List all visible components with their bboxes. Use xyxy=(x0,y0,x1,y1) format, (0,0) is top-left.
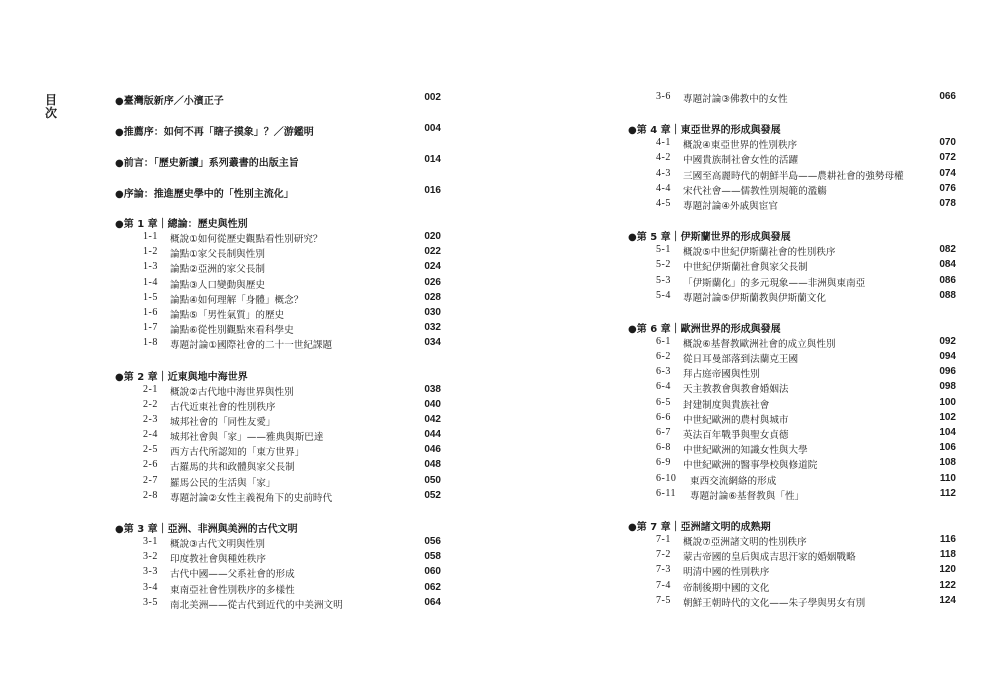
section-number: 6-3 xyxy=(656,366,671,378)
section-number: 3-3 xyxy=(143,566,158,578)
section-title: 拜占庭帝國與性別 xyxy=(683,369,760,381)
section-title: 概說①如何從歷史觀點看性別研究？ xyxy=(170,234,323,245)
section-number: 7-1 xyxy=(656,533,671,545)
section-row[interactable] xyxy=(115,535,441,550)
chapter-title: ●第 1 章｜總論：歷史與性別 xyxy=(115,219,248,230)
section-number: 6-10 xyxy=(656,472,677,484)
section-title: 從日耳曼部落到法蘭克王國 xyxy=(683,354,799,366)
section-row[interactable] xyxy=(115,565,441,580)
section-page: 106 xyxy=(939,442,956,454)
section-row[interactable] xyxy=(628,487,956,502)
section-number: 6-8 xyxy=(656,442,671,454)
section-page: 086 xyxy=(939,274,956,286)
section-page: 078 xyxy=(939,197,956,209)
section-number: 3-2 xyxy=(143,551,158,563)
section-title: 明清中國的性別秩序 xyxy=(683,567,770,579)
section-page: 062 xyxy=(424,581,441,593)
section-number: 2-1 xyxy=(143,383,158,395)
section-row[interactable] xyxy=(115,306,441,321)
section-number: 1-8 xyxy=(143,337,158,349)
section-page: 034 xyxy=(424,337,441,349)
entry-page: 002 xyxy=(424,92,441,103)
section-title: 中世紀歐洲的農村與城市 xyxy=(683,414,789,426)
section-number: 3-5 xyxy=(143,596,158,608)
section-title: 印度教社會與種姓秩序 xyxy=(170,554,266,566)
section-row[interactable] xyxy=(115,443,441,458)
chapter-heading[interactable] xyxy=(115,366,441,383)
section-number: 1-4 xyxy=(143,276,158,288)
section-title: 羅馬公民的生活與「家」 xyxy=(170,477,276,489)
section-page: 066 xyxy=(939,91,956,102)
section-row[interactable] xyxy=(628,289,956,304)
section-row[interactable] xyxy=(628,182,956,197)
section-page: 042 xyxy=(424,413,441,425)
section-page: 110 xyxy=(939,472,956,484)
section-row[interactable] xyxy=(628,365,956,380)
entry-page: 014 xyxy=(424,154,441,165)
entry-title: ●臺灣版新序／小濱正子 xyxy=(115,96,224,107)
section-row[interactable] xyxy=(628,563,956,578)
section-page: 074 xyxy=(939,167,956,179)
section-title: 古代近東社會的性別秩序 xyxy=(170,401,276,413)
section-title: 論點①家父長制與性別 xyxy=(170,249,265,261)
section-number: 6-1 xyxy=(656,335,671,347)
entry-title: ●推薦序：如何不再「瞎子摸象」？／游鑑明 xyxy=(115,127,314,138)
section-title: 論點③人口變動與歷史 xyxy=(170,279,265,291)
section-number: 5-4 xyxy=(656,289,671,301)
section-row[interactable] xyxy=(628,151,956,166)
chapter-title: ●第 2 章｜近東與地中海世界 xyxy=(115,371,248,383)
section-title: 「伊斯蘭化」的多元現象——非洲與東南亞 xyxy=(683,277,866,289)
section-number: 4-2 xyxy=(656,152,671,164)
entry-page: 004 xyxy=(424,123,441,134)
section-number: 6-9 xyxy=(656,457,671,469)
section-page: 050 xyxy=(424,474,441,486)
section-row[interactable] xyxy=(115,291,441,306)
toc-left-column xyxy=(115,90,441,611)
toc-right-column xyxy=(628,90,956,609)
section-page: 084 xyxy=(939,259,956,271)
section-number: 6-7 xyxy=(656,427,671,438)
section-row[interactable] xyxy=(628,90,956,105)
section-row[interactable] xyxy=(115,474,441,489)
chapter-heading[interactable] xyxy=(628,318,956,335)
section-page: 044 xyxy=(424,429,441,441)
section-row[interactable] xyxy=(628,579,956,594)
chapter-heading[interactable] xyxy=(115,518,441,535)
section-title: 中國貴族制社會女性的活躍 xyxy=(683,155,799,167)
section-number: 2-6 xyxy=(143,459,158,471)
section-title: 專題討論④外戚與宦官 xyxy=(683,200,778,212)
section-title: 帝制後期中國的文化 xyxy=(683,582,770,594)
section-number: 6-6 xyxy=(656,411,671,423)
section-number: 4-5 xyxy=(656,197,671,209)
section-row[interactable] xyxy=(115,581,441,596)
toc-entry[interactable] xyxy=(115,152,441,168)
section-number: 2-7 xyxy=(143,474,158,486)
section-title: 城邦社會與「家」——雅典與斯巴達 xyxy=(170,432,324,444)
toc-entry[interactable] xyxy=(115,183,441,199)
section-page: 032 xyxy=(424,322,441,334)
section-number: 2-2 xyxy=(143,398,158,410)
section-title: 西方古代所認知的「東方世界」 xyxy=(170,447,305,459)
section-title: 東西交流網絡的形成 xyxy=(690,475,777,487)
entry-title: ●前言：「歷史新讀」系列叢書的出版主旨 xyxy=(115,158,299,169)
section-page: 056 xyxy=(424,536,441,547)
section-title: 專題討論①國際社會的二十一世紀課題 xyxy=(170,340,333,352)
chapter-heading[interactable] xyxy=(628,226,956,243)
section-page: 070 xyxy=(939,137,956,149)
section-row[interactable] xyxy=(115,230,441,245)
section-page: 088 xyxy=(939,289,956,301)
section-number: 7-4 xyxy=(656,579,671,591)
section-row[interactable] xyxy=(115,596,441,611)
section-page: 098 xyxy=(939,381,956,393)
section-page: 058 xyxy=(424,551,441,563)
section-page: 096 xyxy=(939,366,956,378)
section-number: 1-6 xyxy=(143,306,158,318)
section-page: 116 xyxy=(939,533,956,545)
section-page: 048 xyxy=(424,459,441,471)
section-row[interactable] xyxy=(115,276,441,291)
section-page: 094 xyxy=(939,351,956,363)
section-page: 030 xyxy=(424,306,441,318)
section-number: 2-5 xyxy=(143,444,158,456)
section-page: 064 xyxy=(424,596,441,608)
chapter-title: ●第 6 章｜歐洲世界的形成與發展 xyxy=(628,323,781,335)
section-title: 封建制度與貴族社會 xyxy=(683,399,770,411)
section-row[interactable] xyxy=(628,441,956,456)
section-number: 6-2 xyxy=(656,351,671,363)
section-number: 3-4 xyxy=(143,581,158,593)
section-row[interactable] xyxy=(628,396,956,411)
section-row[interactable] xyxy=(115,413,441,428)
section-page: 020 xyxy=(424,231,441,242)
section-page: 112 xyxy=(939,487,956,499)
section-row[interactable] xyxy=(115,398,441,413)
chapter-heading[interactable] xyxy=(628,516,956,533)
section-number: 6-11 xyxy=(656,487,676,499)
section-page: 092 xyxy=(939,335,956,347)
section-title: 南北美洲——從古代到近代的中美洲文明 xyxy=(170,599,343,611)
section-page: 038 xyxy=(424,383,441,395)
section-row[interactable] xyxy=(115,428,441,443)
section-number: 4-3 xyxy=(656,167,671,179)
section-page: 104 xyxy=(939,427,956,438)
section-number: 2-3 xyxy=(143,413,158,425)
section-title: 中世紀歐洲的知識女性與大學 xyxy=(683,445,808,457)
toc-entry[interactable] xyxy=(115,90,441,106)
section-number: 4-1 xyxy=(656,137,671,149)
section-page: 046 xyxy=(424,444,441,456)
section-row[interactable] xyxy=(628,258,956,273)
section-title: 論點④如何理解「身體」概念？ xyxy=(170,294,304,306)
section-number: 5-2 xyxy=(656,259,671,271)
section-row[interactable] xyxy=(115,383,441,398)
section-row[interactable] xyxy=(628,274,956,289)
section-number: 1-2 xyxy=(143,246,158,258)
section-title: 英法百年戰爭與聖女貞德 xyxy=(683,430,789,441)
section-number: 7-2 xyxy=(656,549,671,561)
toc-title: 目次 xyxy=(44,93,57,120)
section-number: 4-4 xyxy=(656,182,671,194)
section-row[interactable] xyxy=(628,426,956,441)
section-row[interactable] xyxy=(628,380,956,395)
section-row[interactable] xyxy=(628,335,956,350)
section-number: 1-3 xyxy=(143,261,158,273)
section-row[interactable] xyxy=(628,197,956,212)
section-title: 概說⑦亞洲諸文明的性別秩序 xyxy=(683,536,807,548)
section-title: 論點⑤「男性氣質」的歷史 xyxy=(170,309,285,321)
section-number: 5-3 xyxy=(656,274,671,286)
section-row[interactable] xyxy=(628,456,956,471)
section-title: 概說⑤中世紀伊斯蘭社會的性別秩序 xyxy=(683,247,836,259)
toc-entry[interactable] xyxy=(115,121,441,137)
section-number: 3-1 xyxy=(143,536,158,547)
section-row[interactable] xyxy=(628,548,956,563)
section-title: 中世紀伊斯蘭社會與家父長制 xyxy=(683,262,808,274)
section-title: 古代中國——父系社會的形成 xyxy=(170,569,295,581)
section-title: 天主教教會與教會婚姻法 xyxy=(683,384,789,396)
section-number: 2-4 xyxy=(143,429,158,441)
section-title: 專題討論③佛教中的女性 xyxy=(683,94,788,105)
section-title: 概說③古代文明與性別 xyxy=(170,539,265,550)
section-row[interactable] xyxy=(628,136,956,151)
section-row[interactable] xyxy=(115,336,441,351)
section-row[interactable] xyxy=(628,167,956,182)
section-title: 三國至高麗時代的朝鮮半島——農耕社會的強勢母權 xyxy=(683,170,904,182)
section-title: 概說②古代地中海世界與性別 xyxy=(170,386,294,398)
section-title: 專題討論②女性主義視角下的史前時代 xyxy=(170,492,333,504)
section-number: 3-6 xyxy=(656,91,671,102)
section-page: 024 xyxy=(424,261,441,273)
section-title: 專題討論⑥基督教與「性」 xyxy=(690,490,805,502)
section-page: 082 xyxy=(939,244,956,256)
section-number: 7-3 xyxy=(656,564,671,576)
section-number: 1-7 xyxy=(143,322,158,334)
section-row[interactable] xyxy=(115,458,441,473)
section-number: 5-1 xyxy=(656,244,671,256)
chapter-heading[interactable] xyxy=(115,213,441,230)
section-title: 蒙古帝國的皇后與成吉思汗家的婚姻戰略 xyxy=(683,552,856,564)
section-page: 102 xyxy=(939,411,956,423)
section-page: 122 xyxy=(939,579,956,591)
section-number: 6-4 xyxy=(656,381,671,393)
section-title: 概說⑥基督教歐洲社會的成立與性別 xyxy=(683,338,836,350)
section-row[interactable] xyxy=(628,594,956,609)
section-title: 論點②亞洲的家父長制 xyxy=(170,264,265,276)
section-page: 052 xyxy=(424,489,441,501)
section-page: 026 xyxy=(424,276,441,288)
chapter-title: ●第 5 章｜伊斯蘭世界的形成與發展 xyxy=(628,232,791,244)
section-row[interactable] xyxy=(628,350,956,365)
section-page: 028 xyxy=(424,291,441,303)
section-number: 1-5 xyxy=(143,291,158,303)
section-row[interactable] xyxy=(628,243,956,258)
section-page: 120 xyxy=(939,564,956,576)
section-title: 古羅馬的共和政體與家父長制 xyxy=(170,462,295,474)
section-page: 022 xyxy=(424,246,441,258)
section-title: 專題討論⑤伊斯蘭教與伊斯蘭文化 xyxy=(683,292,826,304)
section-title: 朝鮮王朝時代的文化——朱子學與男女有別 xyxy=(683,597,866,609)
section-page: 108 xyxy=(939,457,956,469)
chapter-title: ●第 4 章｜東亞世界的形成與發展 xyxy=(628,125,781,137)
section-row[interactable] xyxy=(628,472,956,487)
section-page: 076 xyxy=(939,182,956,194)
section-page: 124 xyxy=(939,594,956,606)
section-row[interactable] xyxy=(115,245,441,260)
chapter-heading[interactable] xyxy=(628,119,956,136)
section-page: 060 xyxy=(424,566,441,578)
section-page: 040 xyxy=(424,398,441,410)
section-row[interactable] xyxy=(628,411,956,426)
chapter-title: ●第 7 章｜亞洲諸文明的成熟期 xyxy=(628,521,771,533)
section-title: 城邦社會的「同性友愛」 xyxy=(170,416,276,428)
section-number: 7-5 xyxy=(656,594,671,606)
section-title: 宋代社會——儒教性別規範的濫觴 xyxy=(683,185,827,197)
section-title: 概說④東亞世界的性別秩序 xyxy=(683,140,798,152)
section-number: 2-8 xyxy=(143,489,158,501)
entry-title: ●序論：推進歷史學中的「性別主流化」 xyxy=(115,189,294,200)
section-row[interactable] xyxy=(628,533,956,548)
section-row[interactable] xyxy=(115,550,441,565)
chapter-title: ●第 3 章｜亞洲、非洲與美洲的古代文明 xyxy=(115,524,298,535)
section-title: 中世紀歐洲的醫事學校與修道院 xyxy=(683,460,818,472)
section-number: 1-1 xyxy=(143,231,158,242)
section-title: 東南亞社會性別秩序的多樣性 xyxy=(170,584,295,596)
section-row[interactable] xyxy=(115,260,441,275)
section-page: 072 xyxy=(939,152,956,164)
section-title: 論點⑥從性別觀點來看科學史 xyxy=(170,325,294,337)
entry-page: 016 xyxy=(424,185,441,196)
section-number: 6-5 xyxy=(656,396,671,408)
section-page: 100 xyxy=(939,396,956,408)
section-page: 118 xyxy=(939,549,956,561)
section-row[interactable] xyxy=(115,321,441,336)
section-row[interactable] xyxy=(115,489,441,504)
